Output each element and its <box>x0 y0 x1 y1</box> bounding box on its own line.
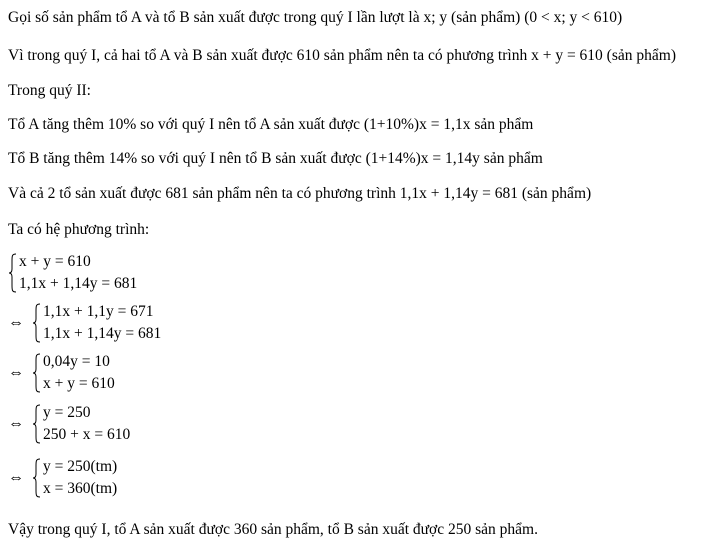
equation-line-1: Vì trong quý I, cả hai tổ A và B sản xuất được 610 sản phẩm nên ta có phương trình x + y = 610 (sản phẩm) <box>8 47 676 64</box>
system-3-eq-1: 0,04y = 10 <box>43 353 110 370</box>
system-2-eq-1: 1,1x + 1,1y = 671 <box>43 303 154 320</box>
system-4-eq-1: y = 250 <box>43 404 91 421</box>
equivalence-arrow: ⇔ <box>8 415 24 432</box>
system-4-eq-2: 250 + x = 610 <box>43 426 131 443</box>
equation-system-5 <box>8 456 117 500</box>
equivalence-arrow: ⇔ <box>8 364 24 381</box>
left-brace-icon <box>32 303 41 343</box>
equivalence-arrow: ⇔ <box>8 314 24 331</box>
left-brace-icon <box>32 458 41 498</box>
conclusion-line: Vậy trong quý I, tổ A sản xuất được 360 sản phẩm, tổ B sản xuất được 250 sản phẩm. <box>8 521 538 538</box>
equivalence-arrow: ⇔ <box>8 469 24 486</box>
system-1-eq-2: 1,1x + 1,14y = 681 <box>19 275 138 292</box>
equation-system-4 <box>8 402 130 446</box>
system-1-eq-1: x + y = 610 <box>19 253 91 270</box>
system-3-eq-2: x + y = 610 <box>43 375 115 392</box>
left-brace-icon <box>8 253 17 293</box>
equation-line-2: Và cả 2 tổ sản xuất được 681 sản phẩm nên ta có phương trình 1,1x + 1,14y = 681 (sản phẩm) <box>8 185 592 202</box>
system-5-eq-1: y = 250(tm) <box>43 458 118 475</box>
team-a-line: Tổ A tăng thêm 10% so với quý I nên tổ A sản xuất được (1+10%)x = 1,1x sản phẩm <box>8 116 534 133</box>
equation-system-2 <box>8 301 161 345</box>
equation-system-3 <box>8 351 115 395</box>
left-brace-icon <box>32 353 41 393</box>
system-intro: Ta có hệ phương trình: <box>8 221 150 238</box>
system-5-eq-2: x = 360(tm) <box>43 480 118 497</box>
equation-system-1 <box>8 251 137 295</box>
left-brace-icon <box>32 404 41 444</box>
team-b-line: Tổ B tăng thêm 14% so với quý I nên tổ B sản xuất được (1+14%)x = 1,14y sản phẩm <box>8 150 543 167</box>
intro-line: Gọi số sản phẩm tổ A và tổ B sản xuất được trong quý I lần lượt là x; y (sản phẩm) (0 < x; y < 610) <box>8 9 623 26</box>
system-2-eq-2: 1,1x + 1,14y = 681 <box>43 325 162 342</box>
quarter-2-heading: Trong quý II: <box>8 82 91 99</box>
